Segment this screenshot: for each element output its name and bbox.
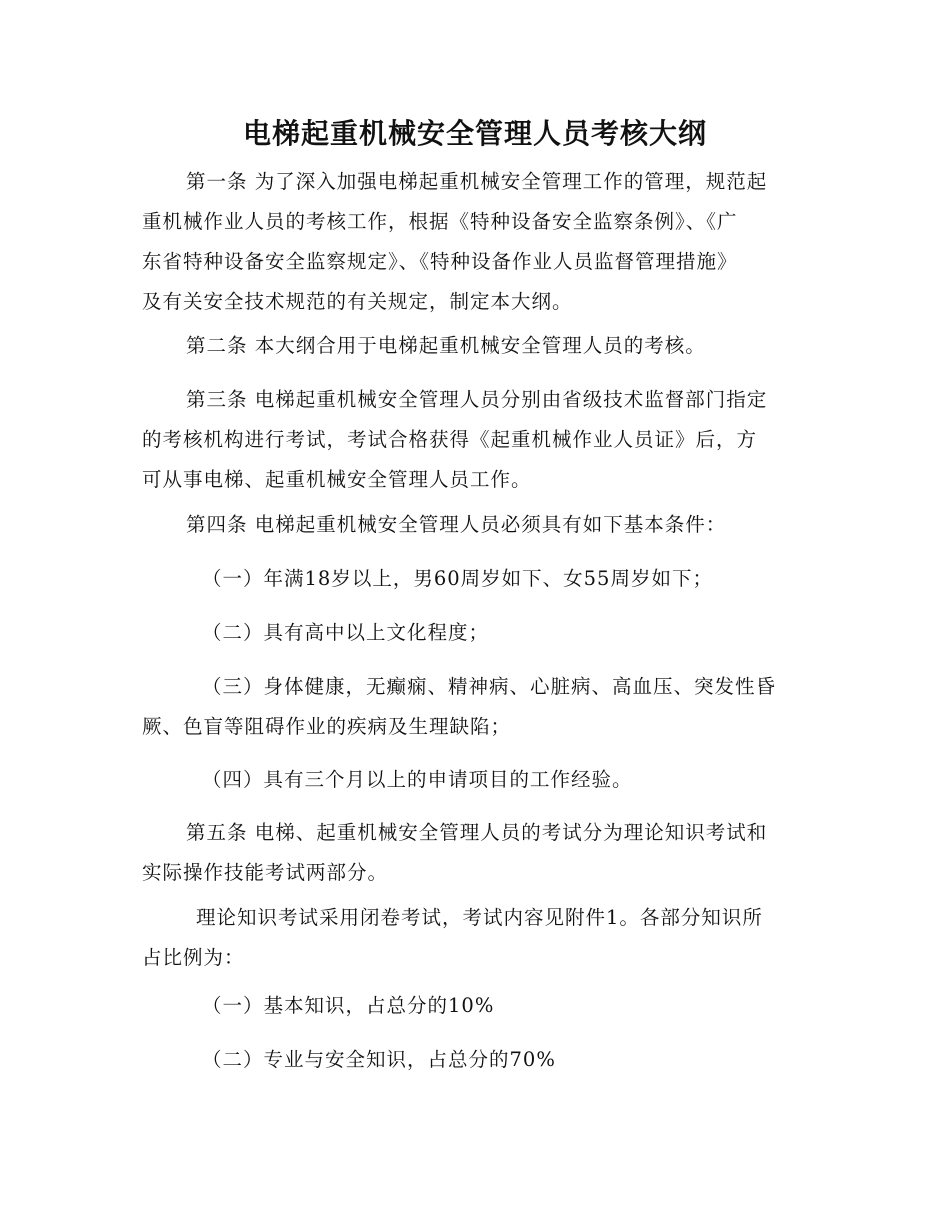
paragraph-line: 重机械作业人员的考核工作，根据《特种设备安全监察条例》、《广 — [142, 210, 738, 233]
article-1-paragraph — [142, 162, 810, 322]
list-item-line: （二）专业与安全知识，占总分的70% — [202, 1048, 556, 1071]
knowledge-share-2-item — [142, 1040, 810, 1080]
condition-4-item — [142, 760, 810, 800]
paragraph-line: 的考核机构进行考试，考试合格获得《起重机械作业人员证》后，方 — [142, 428, 758, 451]
paragraph-line: 第二条 本大纲合用于电梯起重机械安全管理人员的考核。 — [186, 334, 706, 357]
theory-exam-paragraph — [142, 898, 810, 978]
list-item-line: （四）具有三个月以上的申请项目的工作经验。 — [202, 768, 633, 791]
paragraph-line: 可从事电梯、起重机械安全管理人员工作。 — [142, 468, 532, 491]
paragraph-line: 第一条 为了深入加强电梯起重机械安全管理工作的管理，规范起 — [186, 170, 768, 193]
paragraph-line: 第四条 电梯起重机械安全管理人员必须具有如下基本条件： — [186, 513, 727, 536]
paragraph-line: 占比例为： — [142, 946, 245, 969]
article-2-paragraph — [142, 326, 810, 366]
paragraph-line: 第三条 电梯起重机械安全管理人员分别由省级技术监督部门指定 — [186, 388, 768, 411]
article-3-paragraph — [142, 380, 810, 500]
article-5-paragraph — [142, 813, 810, 893]
knowledge-share-1-item — [142, 986, 810, 1026]
condition-3-item — [142, 667, 810, 747]
paragraph-line: 实际操作技能考试两部分。 — [142, 861, 389, 884]
document-title: 电梯起重机械安全管理人员考核大纲 — [242, 117, 707, 150]
condition-1-item — [142, 559, 810, 599]
list-item-line: （一）年满18岁以上，男60周岁如下、女55周岁如下； — [202, 567, 713, 590]
article-4-paragraph — [142, 505, 810, 545]
paragraph-line: 及有关安全技术规范的有关规定，制定本大纲。 — [142, 290, 573, 313]
condition-2-item — [142, 613, 810, 653]
list-item-line: （二）具有高中以上文化程度； — [202, 621, 490, 644]
paragraph-line: 东省特种设备安全监察规定》、《特种设备作业人员监督管理措施》 — [142, 250, 738, 273]
list-item-line: （三）身体健康，无癫痫、精神病、心脏病、高血压、突发性昏 — [202, 675, 777, 698]
list-item-line: 厥、色盲等阻碍作业的疾病及生理缺陷； — [142, 715, 512, 738]
paragraph-line: 第五条 电梯、起重机械安全管理人员的考试分为理论知识考试和 — [186, 821, 768, 844]
list-item-line: （一）基本知识，占总分的10% — [202, 994, 495, 1017]
paragraph-line: 理论知识考试采用闭卷考试，考试内容见附件1。各部分知识所 — [196, 906, 763, 929]
